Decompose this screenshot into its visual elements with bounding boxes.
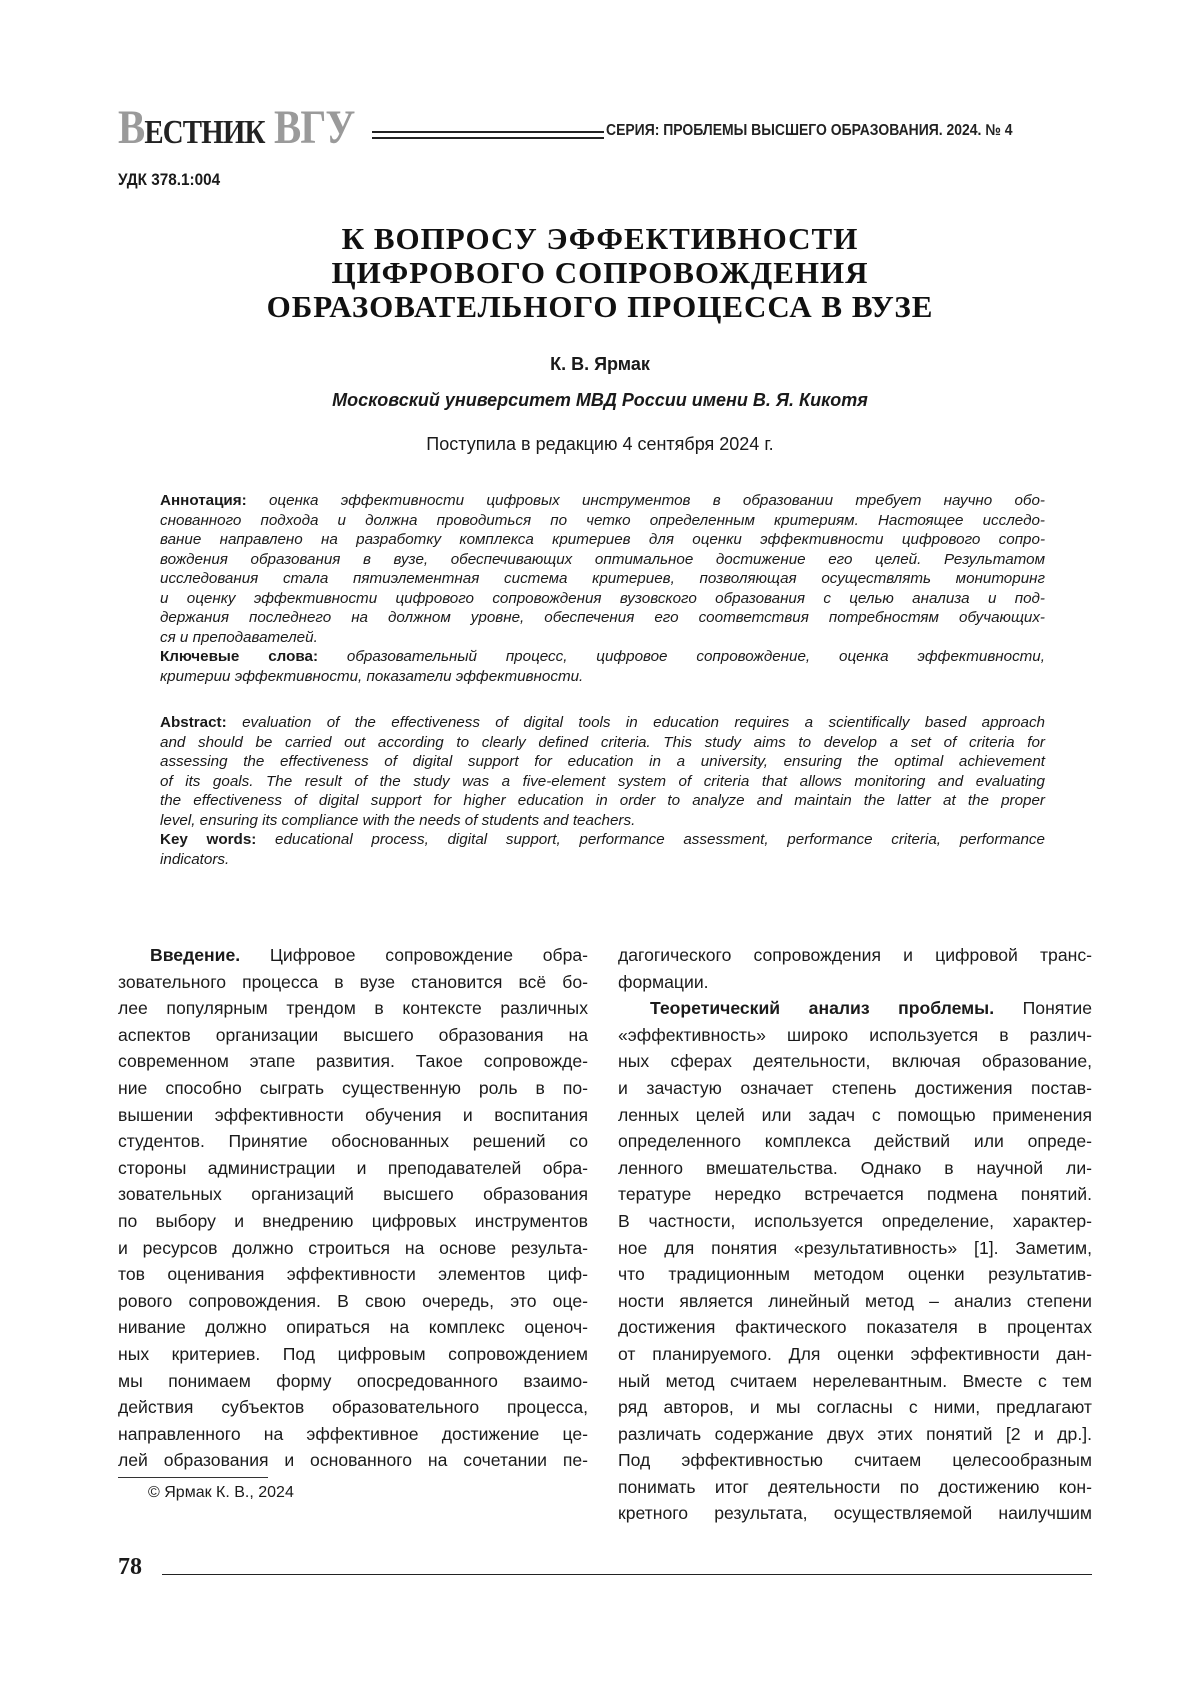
journal-series: СЕРИЯ: ПРОБЛЕМЫ ВЫСШЕГО ОБРАЗОВАНИЯ. 2024. № 4 [606,122,1013,140]
right-column [618,942,1092,1527]
text-line [118,1288,588,1315]
line-text: вание направлено на разработку комплекса критериев для оценки эффективности цифрового сопро- [160,531,1045,548]
line-text: ных сферах деятельности, включая образование, [618,1051,1092,1071]
line-text: ное для понятия «результативность» [1]. Заметим, [618,1238,1092,1258]
text-line [118,1022,588,1049]
affiliation: Московский университет МВД России имени В. Я. Кикотя [0,390,1200,411]
line-text: мы понимаем форму опосредованного взаимо- [118,1371,588,1391]
line-text: понимать итог деятельности по достижению кон- [618,1477,1092,1497]
text-line [160,772,1045,792]
text-line [160,550,1045,570]
copyright-footnote: © Ярмак К. В., 2024 [148,1484,294,1502]
text-line [160,589,1045,609]
line-text: действия субъектов образовательного процесса, [118,1397,588,1417]
section-label: Key words: [160,831,256,848]
text-line [118,969,588,996]
text-line [118,1421,588,1448]
line-text: вождения образования в вузе, обеспечивающих оптимальное достижение его целей. Результатом [160,551,1045,568]
line-text: вышении эффективности обучения и воспитания [118,1105,588,1125]
text-line [618,942,1092,969]
line-text: дагогического сопровождения и цифровой транс- [618,945,1092,965]
footnote-rule [118,1477,268,1478]
text-line [160,791,1045,811]
text-line [160,569,1045,589]
line-text: что традиционным методом оценки результатив- [618,1264,1092,1284]
text-line [118,1155,588,1182]
left-column [118,942,588,1474]
line-text: снованного подхода и должна проводиться по четко определенным критериям. Настоящее исследо- [160,512,1045,529]
line-text: тов оценивания эффективности элементов циф- [118,1264,588,1284]
received-date: Поступила в редакцию 4 сентября 2024 г. [0,434,1200,455]
text-line [618,1341,1092,1368]
line-text: ряд авторов, и мы согласны с ними, предлагают [618,1397,1092,1417]
line-text: level, ensuring its compliance with the needs of students and teachers. [160,812,635,829]
text-line [618,1102,1092,1129]
text-line [160,850,1045,870]
line-text: и оценку эффективности цифрового сопровождения вузовского образования с целью анализа и под- [160,590,1045,607]
line-text: направленного на эффективное достижение це- [118,1424,588,1444]
text-line [618,1500,1092,1527]
line-text: Под эффективностью считаем целесообразным [618,1450,1092,1470]
section-label: Введение. [150,945,240,965]
abstract-en [160,713,1045,830]
text-line [118,1314,588,1341]
header-rule [372,131,604,139]
line-text: assessing the effectiveness of digital support for education in a university, ensuring the optimal achievement [160,753,1045,770]
text-line [618,969,1092,996]
line-text: рового сопровождения. В свою очередь, это оце- [118,1291,588,1311]
line-text: студентов. Принятие обоснованных решений со [118,1131,588,1151]
text-line [618,1075,1092,1102]
footer-rule [162,1574,1092,1575]
line-text: современном этапе развития. Такое сопровожде- [118,1051,588,1071]
text-line [118,1102,588,1129]
text-line [618,995,1092,1022]
line-text: образовательный процесс, цифровое сопровождение, оценка эффективности, [347,648,1045,665]
text-line [160,713,1045,733]
text-line [160,733,1045,753]
line-text: and should be carried out according to clearly defined criteria. This study aims to develop a set of criteria for [160,734,1045,751]
text-line [618,1474,1092,1501]
line-text: ся и преподавателей. [160,629,318,646]
text-line [618,1181,1092,1208]
line-text: тературе нередко встречается подмена понятий. [618,1184,1092,1204]
text-line [118,1208,588,1235]
line-text: формации. [618,972,709,992]
line-text: определенного комплекса действий или опреде- [618,1131,1092,1151]
text-line [160,667,1045,687]
line-text: по выбору и внедрению цифровых инструментов [118,1211,588,1231]
line-text: Цифровое сопровождение обра- [270,945,588,965]
udk-code: УДК 378.1:004 [118,170,220,190]
text-line [160,752,1045,772]
text-line [160,491,1045,511]
text-line [118,1128,588,1155]
text-line [118,1075,588,1102]
line-text: the effectiveness of digital support for higher education in order to analyze and maintain the latter at the proper [160,792,1045,809]
text-line [160,647,1045,667]
text-line [118,1368,588,1395]
text-line [618,1314,1092,1341]
line-text: держания последнего на должном уровне, обеспечения его соответствия потребностям обучающих- [160,609,1045,626]
line-text: различать содержание двух этих понятий [2 и др.]. [618,1424,1092,1444]
text-line [160,511,1045,531]
journal-page [0,0,1200,1697]
line-text: зовательного процесса в вузе становится всё бо- [118,972,588,992]
section-label: Ключевые слова: [160,648,318,665]
author: К. В. Ярмак [0,354,1200,375]
text-line [618,1394,1092,1421]
line-text: лее популярным трендом в контексте различных [118,998,588,1018]
journal-logo: ВЕСТНИК ВГУ [118,100,355,155]
text-line [618,1261,1092,1288]
section-label: Аннотация: [160,492,247,509]
line-text: evaluation of the effectiveness of digital tools in education requires a scientifically based approach [242,714,1045,731]
line-text: ности является линейный метод – анализ степени [618,1291,1092,1311]
text-line [618,1421,1092,1448]
line-text: от планируемого. Для оценки эффективности дан- [618,1344,1092,1364]
section-label: Abstract: [160,714,227,731]
text-line [618,1128,1092,1155]
line-text: лей образования и основанного на сочетании пе- [118,1450,588,1470]
line-text: оценка эффективности цифровых инструментов в образовании требует научно обо- [269,492,1045,509]
text-line [118,1048,588,1075]
page-number: 78 [118,1554,142,1581]
line-text: и зачастую означает степень достижения постав- [618,1078,1092,1098]
text-line [160,811,1045,831]
line-text: стороны администрации и преподавателей обра- [118,1158,588,1178]
text-line [160,530,1045,550]
text-line [618,1048,1092,1075]
line-text: Понятие [1023,998,1092,1018]
line-text: ленного вмешательства. Однако в научной ли- [618,1158,1092,1178]
text-line [118,1341,588,1368]
line-text: of its goals. The result of the study was a five-element system of criteria that allows monitoring and evaluating [160,773,1045,790]
text-line [118,942,588,969]
text-line [118,995,588,1022]
text-line [118,1181,588,1208]
line-text: educational process, digital support, performance assessment, performance criteria, performance [275,831,1045,848]
text-line [118,1447,588,1474]
line-text: исследования стала пятиэлементная система критериев, позволяющая осуществлять мониторинг [160,570,1045,587]
keywords-ru [160,647,1045,686]
line-text: indicators. [160,851,229,868]
text-line [618,1155,1092,1182]
line-text: ных критериев. Под цифровым сопровождением [118,1344,588,1364]
text-line [160,830,1045,850]
text-line [118,1394,588,1421]
line-text: ный метод считаем нерелевантным. Вместе с тем [618,1371,1092,1391]
line-text: критерии эффективности, показатели эффективности. [160,668,583,685]
text-line [618,1208,1092,1235]
line-text: и ресурсов должно строиться на основе результа- [118,1238,588,1258]
keywords-en [160,830,1045,869]
text-line [160,608,1045,628]
section-label: Теоретический анализ проблемы. [650,998,994,1018]
line-text: В частности, используется определение, характер- [618,1211,1092,1231]
line-text: ленных целей или задач с помощью применения [618,1105,1092,1125]
text-line [118,1235,588,1262]
line-text: нивание должно опираться на комплекс оценоч- [118,1317,588,1337]
text-line [118,1261,588,1288]
text-line [618,1235,1092,1262]
text-line [618,1447,1092,1474]
text-line [618,1368,1092,1395]
text-line [160,628,1045,648]
line-text: достижения фактического показателя в процентах [618,1317,1092,1337]
line-text: зовательных организаций высшего образования [118,1184,588,1204]
text-line [618,1022,1092,1049]
line-text: аспектов организации высшего образования на [118,1025,588,1045]
text-line [618,1288,1092,1315]
annotation-ru [160,491,1045,647]
line-text: ние способно сыграть существенную роль в по- [118,1078,588,1098]
line-text: «эффективность» широко используется в различ- [618,1025,1092,1045]
line-text: кретного результата, осуществляемой наилучшим [618,1503,1092,1523]
article-title: К ВОПРОСУ ЭФФЕКТИВНОСТИ ЦИФРОВОГО СОПРОВОЖДЕНИЯ ОБРАЗОВАТЕЛЬНОГО ПРОЦЕССА В ВУЗЕ [0,222,1200,324]
